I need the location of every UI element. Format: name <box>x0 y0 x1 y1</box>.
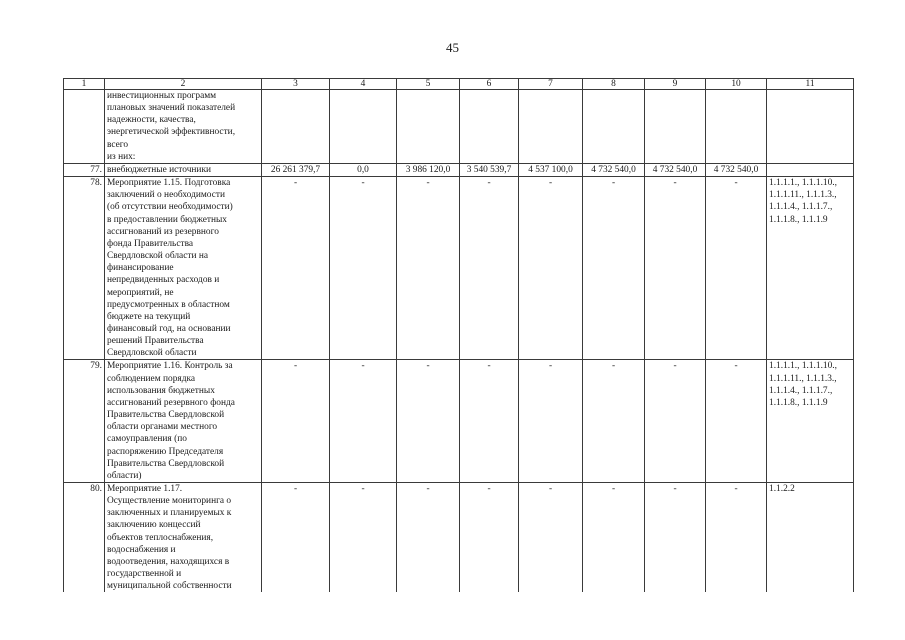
row-value: - <box>519 483 583 593</box>
row-value: - <box>583 177 645 360</box>
row-value: - <box>397 483 460 593</box>
row-value: - <box>262 177 330 360</box>
column-number: 8 <box>583 79 645 90</box>
row-value <box>583 90 645 164</box>
row-value: - <box>397 360 460 483</box>
row-value: 3 986 120,0 <box>397 163 460 176</box>
row-indicator-codes: 1.1.2.2 <box>767 483 854 593</box>
column-number: 2 <box>105 79 262 90</box>
row-value: - <box>262 360 330 483</box>
column-number: 10 <box>706 79 767 90</box>
row-value <box>262 90 330 164</box>
row-value: - <box>645 360 706 483</box>
row-number: 78. <box>64 177 105 360</box>
row-value: - <box>330 177 397 360</box>
row-name: инвестиционных программ плановых значений показателей надежности, качества, энергетической эффективности, всего из них: <box>105 90 262 164</box>
column-number: 5 <box>397 79 460 90</box>
row-value <box>706 90 767 164</box>
column-number-header <box>64 79 854 90</box>
row-number: 79. <box>64 360 105 483</box>
measures-table <box>63 78 854 592</box>
row-value: - <box>706 177 767 360</box>
row-value: - <box>460 483 519 593</box>
row-value: 4 732 540,0 <box>706 163 767 176</box>
row-value: - <box>330 483 397 593</box>
table-row <box>64 163 854 176</box>
column-number: 1 <box>64 79 105 90</box>
row-value: 26 261 379,7 <box>262 163 330 176</box>
table-row <box>64 360 854 483</box>
column-number: 6 <box>460 79 519 90</box>
table-row <box>64 483 854 593</box>
row-value: 0,0 <box>330 163 397 176</box>
row-value: - <box>645 177 706 360</box>
column-number: 11 <box>767 79 854 90</box>
table-row <box>64 177 854 360</box>
row-value <box>397 90 460 164</box>
row-number <box>64 90 105 164</box>
row-value: - <box>583 360 645 483</box>
row-indicator-codes <box>767 163 854 176</box>
row-value: - <box>519 360 583 483</box>
row-indicator-codes: 1.1.1.1., 1.1.1.10., 1.1.1.11., 1.1.1.3., 1.1.1.4., 1.1.1.7., 1.1.1.8., 1.1.1.9 <box>767 360 854 483</box>
column-number: 4 <box>330 79 397 90</box>
row-value: - <box>583 483 645 593</box>
row-value: - <box>397 177 460 360</box>
row-name: Мероприятие 1.16. Контроль за соблюдением порядка использования бюджетных ассигнований резервного фонда Правительства Свердловской области органами местного самоуправления (по распоряжению Председателя Правительства Свердловской области) <box>105 360 262 483</box>
row-indicator-codes: 1.1.1.1., 1.1.1.10., 1.1.1.11., 1.1.1.3., 1.1.1.4., 1.1.1.7., 1.1.1.8., 1.1.1.9 <box>767 177 854 360</box>
row-value: 4 537 100,0 <box>519 163 583 176</box>
row-value: - <box>645 483 706 593</box>
page-number: 45 <box>446 40 459 55</box>
row-number: 77. <box>64 163 105 176</box>
row-value: - <box>706 483 767 593</box>
column-number: 3 <box>262 79 330 90</box>
row-value: - <box>330 360 397 483</box>
row-value: - <box>519 177 583 360</box>
column-number: 7 <box>519 79 583 90</box>
row-name: Мероприятие 1.15. Подготовка заключений о необходимости (об отсутствии необходимости) в предоставлении бюджетных ассигнований из резервного фонда Правительства Свердловской области на финансирование непредвиденных расходов и мероприятий, не предусмотренных в областном бюджете на текущий финансовый год, на основании решений Правительства Свердловской области <box>105 177 262 360</box>
row-value <box>645 90 706 164</box>
row-value: - <box>460 360 519 483</box>
row-indicator-codes <box>767 90 854 164</box>
row-value <box>330 90 397 164</box>
row-value: - <box>706 360 767 483</box>
row-value: 4 732 540,0 <box>645 163 706 176</box>
row-name: внебюджетные источники <box>105 163 262 176</box>
column-number: 9 <box>645 79 706 90</box>
row-value: - <box>460 177 519 360</box>
row-value <box>460 90 519 164</box>
row-value: - <box>262 483 330 593</box>
row-name: Мероприятие 1.17. Осуществление мониторинга о заключенных и планируемых к заключению концессий объектов теплоснабжения, водоснабжения и водоотведения, находящихся в государственной и муниципальной собственности <box>105 483 262 593</box>
row-number: 80. <box>64 483 105 593</box>
row-value: 3 540 539,7 <box>460 163 519 176</box>
row-value: 4 732 540,0 <box>583 163 645 176</box>
table-row <box>64 90 854 164</box>
row-value <box>519 90 583 164</box>
